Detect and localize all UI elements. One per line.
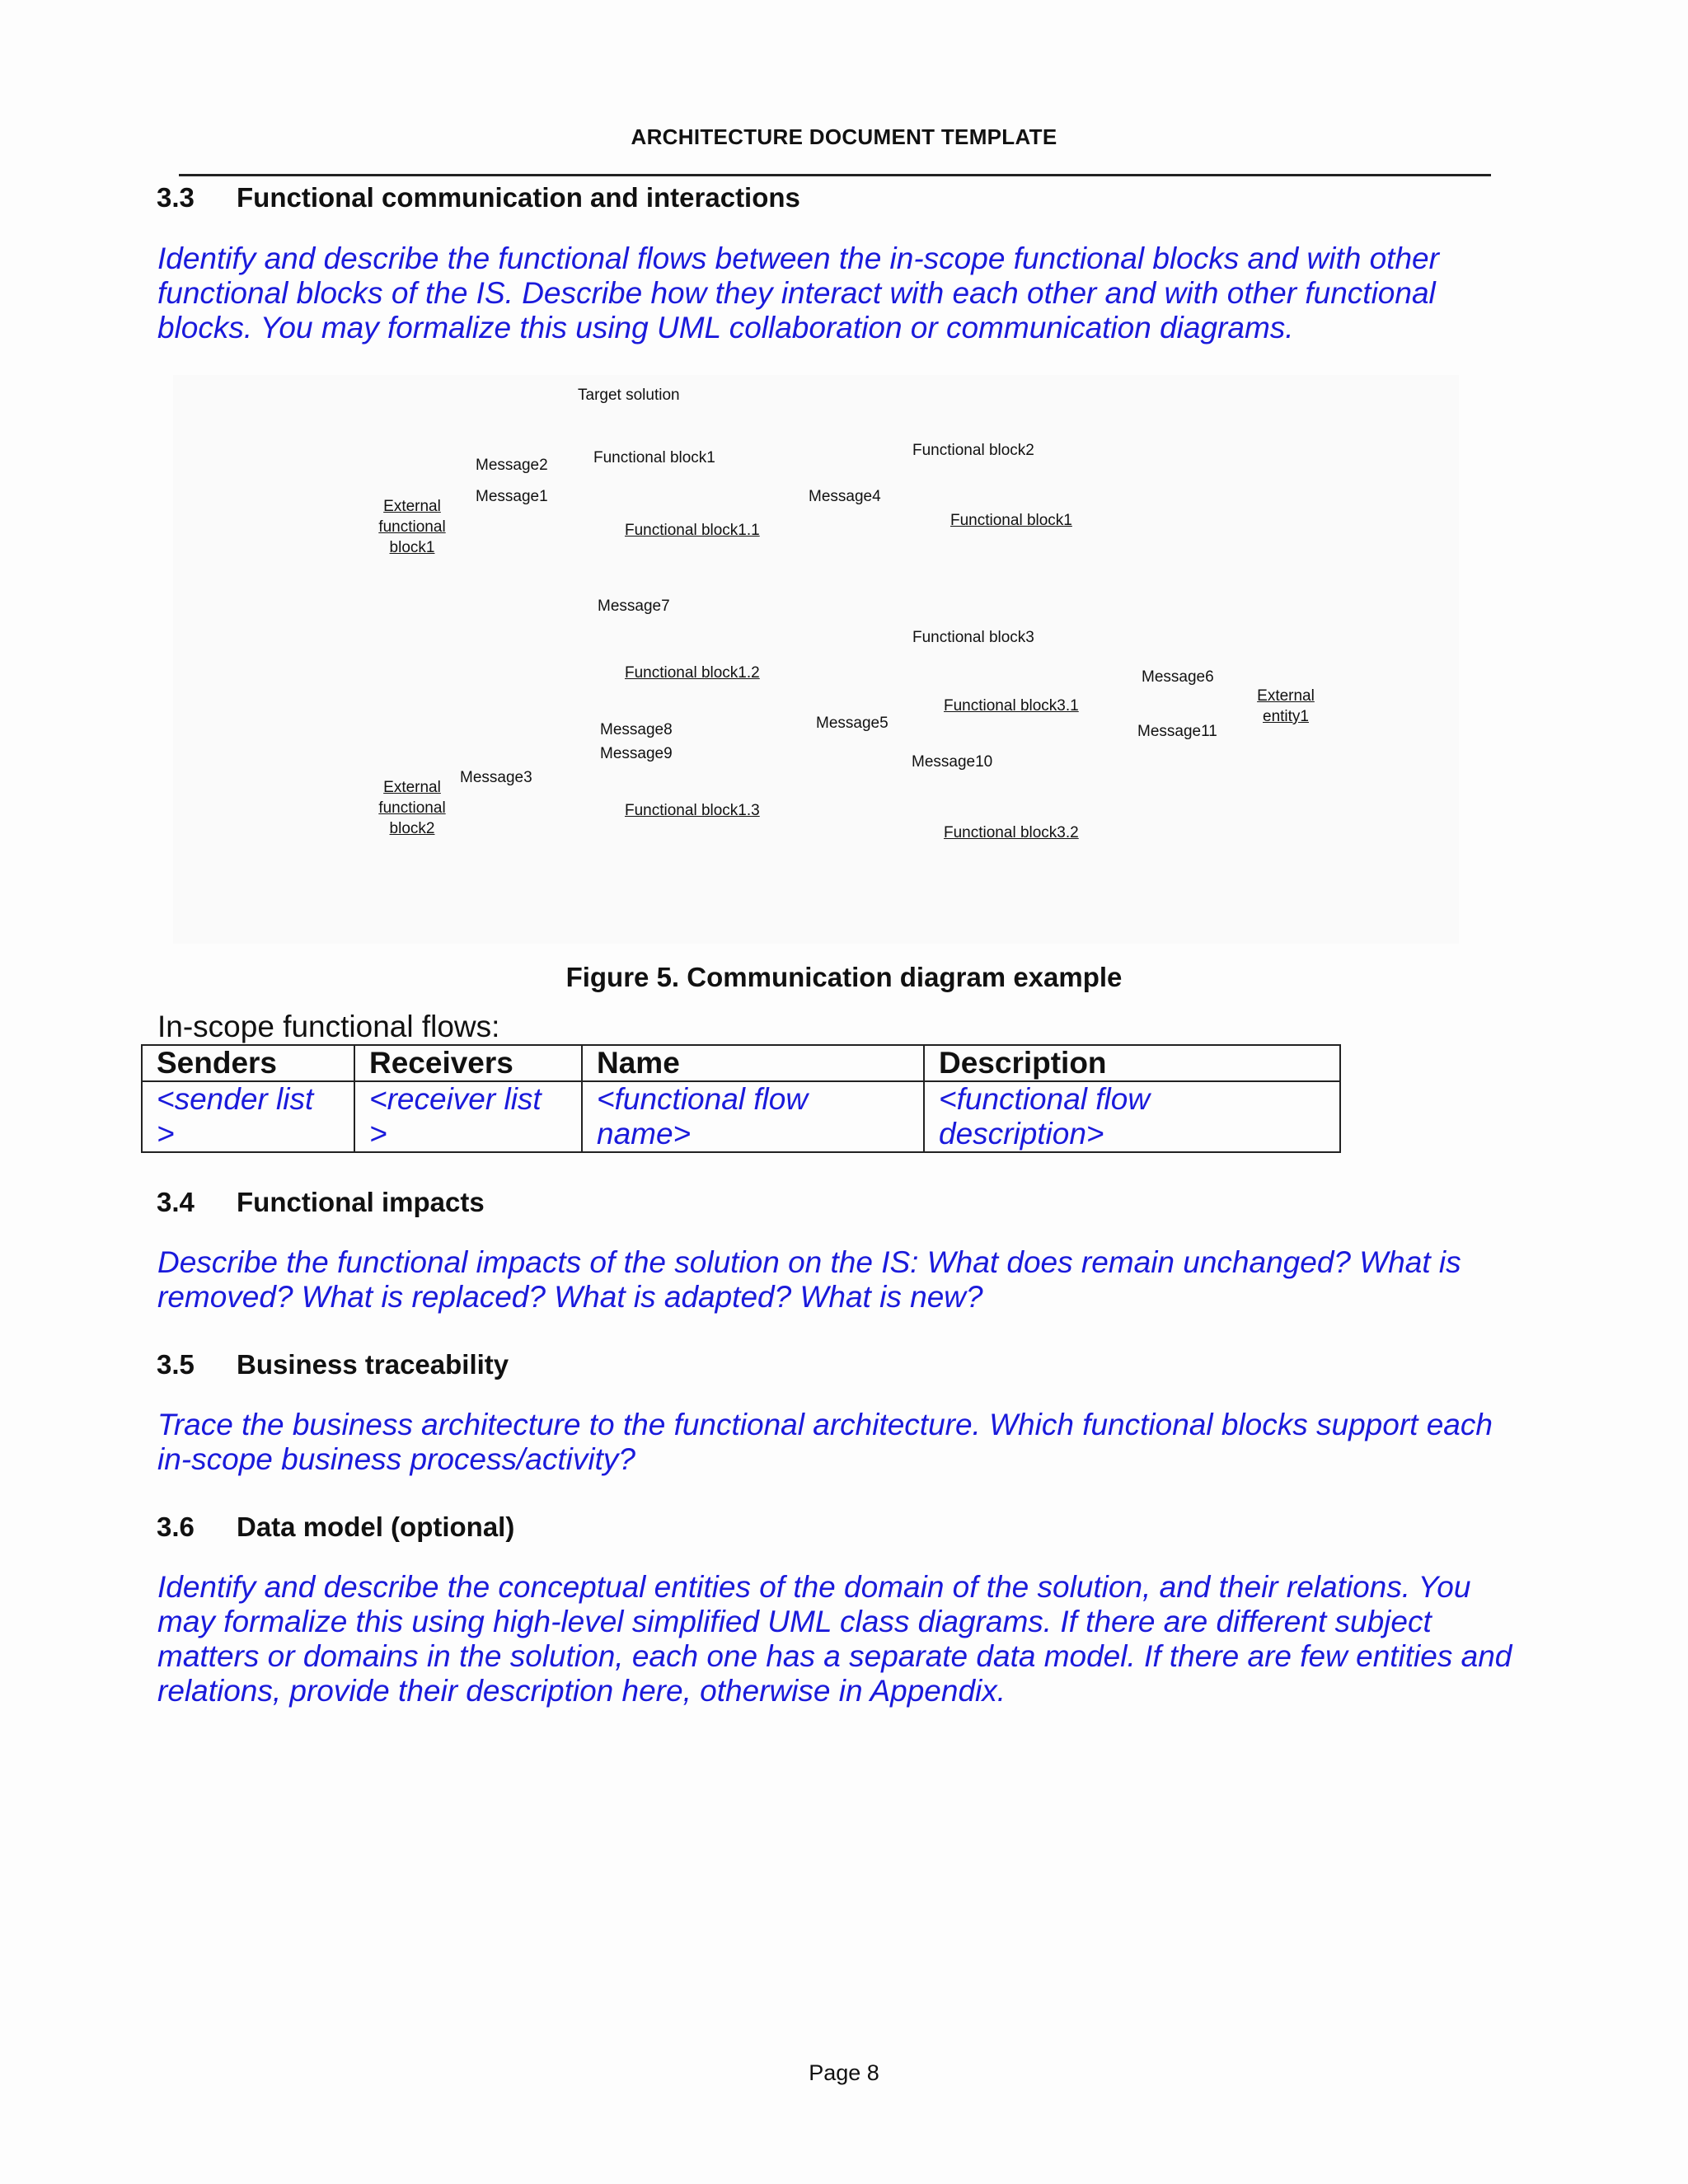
label-line: entity1 (1263, 708, 1309, 725)
instruction-line: Trace the business architecture to the functional architecture. Which functional blocks support each (157, 1408, 1493, 1441)
label-line: External (383, 498, 441, 515)
cell-line: > (157, 1117, 175, 1151)
cell-line: > (369, 1117, 387, 1151)
label-line: External (383, 779, 441, 796)
section-title: Data model (optional) (237, 1511, 515, 1542)
functional-block1-3: Functional block1.3 (625, 802, 760, 819)
message-label: Message1 (476, 488, 548, 505)
cell-line: name> (597, 1117, 692, 1151)
message-label: Message3 (460, 769, 532, 786)
message-label: Message9 (600, 745, 673, 762)
document-header-title: ARCHITECTURE DOCUMENT TEMPLATE (631, 124, 1057, 149)
name-cell (582, 1081, 924, 1152)
section-number: 3.4 (157, 1187, 195, 1217)
label-line: External (1257, 687, 1315, 705)
instruction-line: removed? What is replaced? What is adapted? What is new? (157, 1280, 983, 1314)
functional-block3-label: Functional block3 (912, 629, 1034, 646)
functional-block1-2: Functional block1.2 (625, 664, 760, 682)
section-number: 3.3 (157, 182, 195, 213)
section-3-3-instruction (157, 241, 1439, 345)
instruction-line: Identify and describe the functional flows between the in-scope functional blocks and with other (157, 241, 1439, 275)
external-functional-block2 (367, 777, 457, 839)
instruction-line: in-scope business process/activity? (157, 1442, 635, 1476)
senders-cell (142, 1081, 354, 1152)
section-number: 3.5 (157, 1349, 195, 1380)
column-header-senders: Senders (142, 1045, 354, 1081)
functional-block3-2: Functional block3.2 (944, 824, 1079, 841)
communication-diagram (173, 375, 1459, 944)
label-line: block2 (389, 820, 435, 837)
column-header-description: Description (924, 1045, 1340, 1081)
section-title: Functional communication and interactions (237, 182, 800, 213)
functional-block1-label: Functional block1 (593, 449, 715, 466)
instruction-line: Describe the functional impacts of the solution on the IS: What does remain unchanged? What is (157, 1245, 1461, 1279)
message-label: Message4 (809, 488, 881, 505)
section-3-5-instruction (157, 1408, 1493, 1477)
target-solution-label: Target solution (578, 387, 680, 404)
instruction-line: blocks. You may formalize this using UML collaboration or communication diagrams. (157, 311, 1294, 344)
page-number: Page 8 (809, 2060, 879, 2085)
label-line: functional (378, 518, 446, 536)
message-label: Message8 (600, 721, 673, 738)
message-label: Message6 (1142, 668, 1214, 686)
cell-line: <functional flow (597, 1082, 809, 1116)
message-label: Message11 (1137, 723, 1217, 740)
label-line: block1 (389, 539, 435, 556)
cell-line: <functional flow (939, 1082, 1151, 1116)
message-label: Message10 (912, 753, 993, 771)
functional-block2-inner: Functional block1 (950, 512, 1072, 529)
receivers-cell (354, 1081, 582, 1152)
section-3-6-instruction (157, 1570, 1512, 1708)
column-header-receivers: Receivers (354, 1045, 582, 1081)
message-label: Message7 (598, 598, 670, 615)
instruction-line: matters or domains in the solution, each one has a separate data model. If there are few entities and (157, 1639, 1512, 1673)
external-functional-block1 (367, 496, 457, 558)
instruction-line: Identify and describe the conceptual entities of the domain of the solution, and their relations. You (157, 1570, 1471, 1604)
description-cell (924, 1081, 1340, 1152)
section-title: Functional impacts (237, 1187, 485, 1217)
cell-line: <sender list (157, 1082, 314, 1116)
section-3-4-instruction (157, 1245, 1461, 1315)
flows-table-label: In-scope functional flows: (157, 1010, 500, 1043)
header-divider (179, 174, 1491, 176)
functional-block3-1: Functional block3.1 (944, 697, 1079, 715)
functional-flows-table (141, 1044, 1341, 1153)
cell-line: description> (939, 1117, 1104, 1151)
column-header-name: Name (582, 1045, 924, 1081)
instruction-line: functional blocks of the IS. Describe how they interact with each other and with other functional (157, 276, 1436, 310)
external-entity1 (1245, 686, 1327, 727)
section-title: Business traceability (237, 1349, 509, 1380)
message-label: Message2 (476, 457, 548, 474)
label-line: functional (378, 799, 446, 817)
functional-block1-1: Functional block1.1 (625, 522, 760, 539)
cell-line: <receiver list (369, 1082, 542, 1116)
figure-caption: Figure 5. Communication diagram example (565, 962, 1123, 992)
table-header-row (142, 1045, 1340, 1081)
instruction-line: may formalize this using high-level simplified UML class diagrams. If there are different subject (157, 1605, 1432, 1638)
message-label: Message5 (816, 715, 889, 732)
section-number: 3.6 (157, 1511, 195, 1542)
table-row (142, 1081, 1340, 1152)
instruction-line: relations, provide their description here, otherwise in Appendix. (157, 1674, 1006, 1708)
functional-block2-label: Functional block2 (912, 442, 1034, 459)
